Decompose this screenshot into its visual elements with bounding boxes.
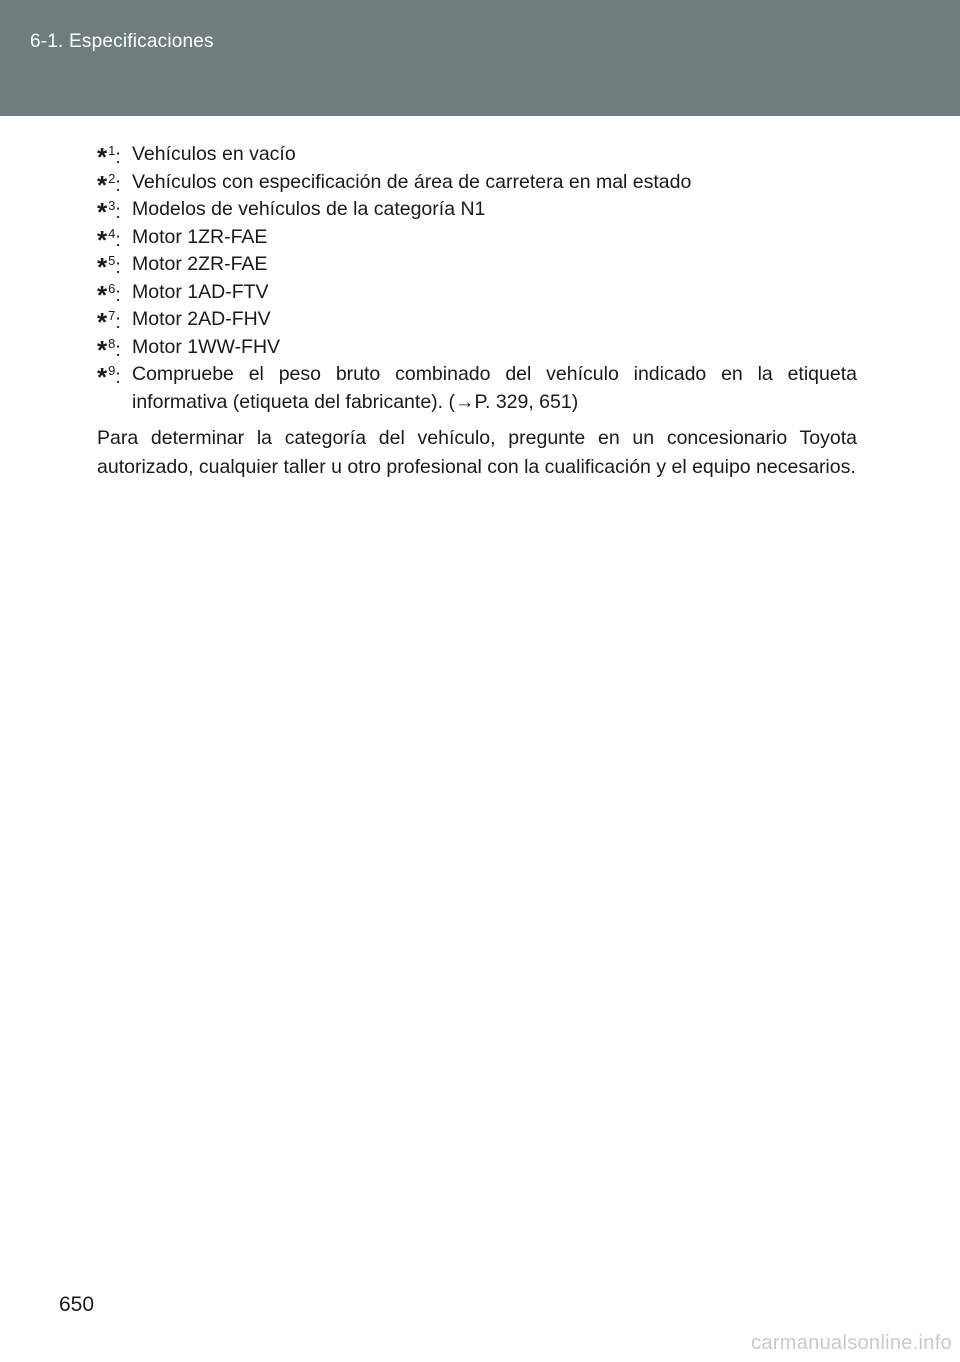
footnote-number: 5	[108, 253, 116, 268]
footnote-text: Modelos de vehículos de la categoría N1	[132, 198, 486, 220]
footnote-number: 2	[108, 170, 116, 186]
footnote-colon: :	[115, 256, 121, 278]
footnote-colon: :	[115, 338, 121, 361]
footnote-item	[97, 334, 857, 365]
footnote-item	[97, 279, 857, 310]
footnote-number: 7	[108, 308, 116, 323]
footnote-colon: :	[115, 201, 121, 223]
footnote-item	[97, 141, 857, 172]
footnote-star: *	[97, 197, 108, 227]
footnote-colon: :	[115, 146, 121, 168]
footnote-item	[97, 251, 857, 282]
footnote-star: *	[97, 334, 108, 365]
footnote-text: Motor 2AD-FHV	[132, 308, 271, 330]
footnote-text: Motor 2ZR-FAE	[132, 253, 268, 275]
footnote-colon: :	[115, 366, 121, 388]
footnote-text: Motor 1AD-FTV	[132, 280, 269, 303]
footnote-colon: :	[115, 173, 121, 196]
footnote-star: *	[97, 169, 108, 200]
footnote-number: 8	[108, 335, 116, 351]
footnote-marker	[97, 361, 121, 393]
footnote-star: *	[97, 307, 108, 337]
footnote-text: Vehículos en vacío	[132, 143, 296, 165]
footnote-star: *	[97, 362, 108, 392]
section-title: 6-1. Especificaciones	[30, 31, 214, 52]
body-paragraph: Para determinar la categoría del vehículo, pregunte en un concesionario Toyota autorizado, cualquier taller u otro profesional con la cualificación y el equipo necesarios.	[97, 427, 857, 478]
footnote-colon: :	[115, 283, 121, 306]
footnote-item	[97, 361, 857, 416]
footnote-list	[97, 141, 857, 416]
footnote-star: *	[97, 279, 108, 310]
page-header	[0, 0, 960, 116]
footnote-item	[97, 224, 857, 255]
footnote-item	[97, 196, 857, 227]
footnote-text: Motor 1WW-FHV	[132, 335, 281, 358]
footnote-colon: :	[115, 228, 121, 251]
footnote-item	[97, 306, 857, 337]
footnote-number: 4	[108, 225, 116, 241]
page-number: 650	[59, 1293, 95, 1316]
footnote-colon: :	[115, 311, 121, 333]
footnote-text: Compruebe el peso bruto combinado del vehículo indicado en la etiqueta informativa (etiqueta del fabricante). (→P. 329, 651)	[132, 363, 857, 413]
footnote-number: 9	[108, 363, 116, 378]
footnote-number: 3	[108, 198, 116, 213]
footnote-number: 1	[108, 143, 116, 158]
footnote-text: Motor 1ZR-FAE	[132, 225, 268, 248]
footnote-text: Vehículos con especificación de área de carretera en mal estado	[132, 170, 692, 193]
footnote-star: *	[97, 142, 108, 172]
footnote-star: *	[97, 224, 108, 255]
watermark: carmanualsonline.info	[751, 1332, 952, 1354]
footnote-star: *	[97, 252, 108, 282]
footnote-number: 6	[108, 280, 116, 296]
footnote-item	[97, 169, 857, 200]
